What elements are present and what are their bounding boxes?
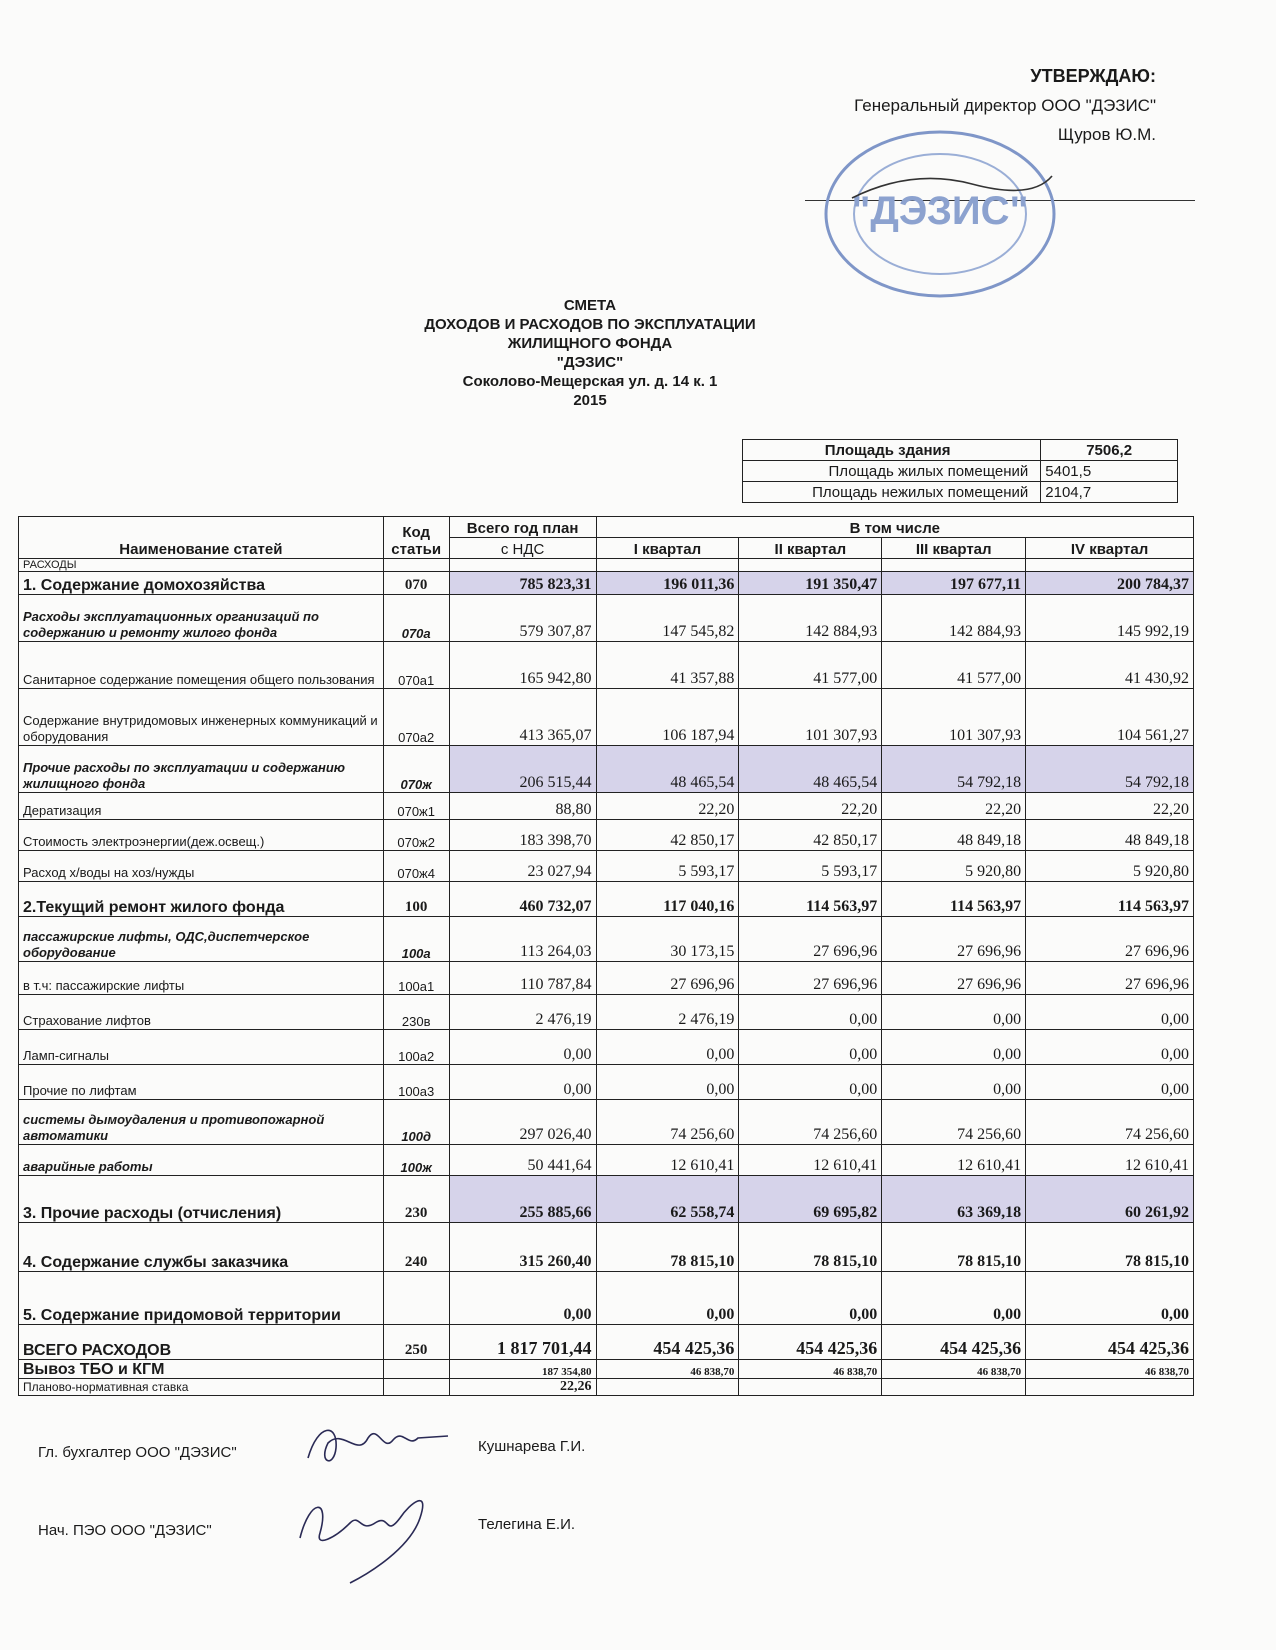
row-q3: 142 884,93 [882, 595, 1026, 642]
row-q2: 142 884,93 [739, 595, 882, 642]
row-q1: 2 476,19 [596, 995, 739, 1030]
row-total: 413 365,07 [449, 689, 596, 746]
table-row [19, 572, 1194, 595]
row-q2: 191 350,47 [739, 572, 882, 595]
header-q1: I квартал [596, 538, 739, 559]
tbo-name: Вывоз ТБО и КГМ [19, 1360, 384, 1379]
row-q2: 5 593,17 [739, 851, 882, 882]
header-q4: IV квартал [1026, 538, 1194, 559]
row-q3: 54 792,18 [882, 746, 1026, 793]
row-name: Страхование лифтов [19, 995, 384, 1030]
approval-heading: УТВЕРЖДАЮ: [1030, 66, 1156, 86]
row-q2: 69 695,82 [739, 1176, 882, 1223]
accountant-title: Гл. бухгалтер ООО "ДЭЗИС" [38, 1444, 237, 1461]
area-value: 5401,5 [1041, 461, 1178, 482]
header-q2: II квартал [739, 538, 882, 559]
row-code: 100д [383, 1100, 449, 1145]
peo-name: Телегина Е.И. [478, 1516, 576, 1533]
row-name: Дератизация [19, 793, 384, 820]
row-code: 100а2 [383, 1030, 449, 1065]
row-q3: 197 677,11 [882, 572, 1026, 595]
row-q4: 41 430,92 [1026, 642, 1194, 689]
row-q4: 0,00 [1026, 1272, 1194, 1325]
row-code: 100а1 [383, 962, 449, 995]
header-total: Всего год план [449, 517, 596, 538]
row-total: 50 441,64 [449, 1145, 596, 1176]
row-q3: 41 577,00 [882, 642, 1026, 689]
table-row [19, 962, 1194, 995]
row-q3: 5 920,80 [882, 851, 1026, 882]
row-q1: 30 173,15 [596, 917, 739, 962]
row-q4: 48 849,18 [1026, 820, 1194, 851]
row-q3: 454 425,36 [882, 1325, 1026, 1360]
row-q2: 101 307,93 [739, 689, 882, 746]
row-total: 0,00 [449, 1030, 596, 1065]
row-name: 3. Прочие расходы (отчисления) [19, 1176, 384, 1223]
tbo-total: 187 354,80 [449, 1360, 596, 1379]
row-q1: 147 545,82 [596, 595, 739, 642]
row-q2: 48 465,54 [739, 746, 882, 793]
company-stamp [822, 128, 1058, 300]
row-q4: 78 815,10 [1026, 1223, 1194, 1272]
row-total: 0,00 [449, 1065, 596, 1100]
stamp-text: "ДЭЗИС" [851, 189, 1029, 233]
section-label-row [19, 559, 1194, 572]
title-line-1: СМЕТА [563, 297, 617, 314]
row-q4: 27 696,96 [1026, 962, 1194, 995]
row-code: 070а2 [383, 689, 449, 746]
row-q3: 74 256,60 [882, 1100, 1026, 1145]
title-line-2: ДОХОДОВ И РАСХОДОВ ПО ЭКСПЛУАТАЦИИ [424, 316, 756, 333]
row-name: пассажирские лифты, ОДС,диспетчерское оборудование [19, 917, 384, 962]
approval-position: Генеральный директор ООО "ДЭЗИС" [854, 96, 1156, 115]
row-q2: 454 425,36 [739, 1325, 882, 1360]
row-q1: 12 610,41 [596, 1145, 739, 1176]
table-row [19, 851, 1194, 882]
row-code: 070ж [383, 746, 449, 793]
row-total: 1 817 701,44 [449, 1325, 596, 1360]
table-row [19, 1176, 1194, 1223]
rate-row [19, 1379, 1194, 1396]
tbo-row [19, 1360, 1194, 1379]
row-q3: 27 696,96 [882, 917, 1026, 962]
area-row [743, 461, 1178, 482]
row-code: 100а [383, 917, 449, 962]
row-code [383, 1272, 449, 1325]
row-q1: 117 040,16 [596, 882, 739, 917]
table-row [19, 642, 1194, 689]
row-code: 250 [383, 1325, 449, 1360]
row-q1: 196 011,36 [596, 572, 739, 595]
peo-title: Нач. ПЭО ООО "ДЭЗИС" [38, 1522, 212, 1539]
table-row [19, 793, 1194, 820]
table-row [19, 995, 1194, 1030]
row-q1: 0,00 [596, 1272, 739, 1325]
accountant-signature [298, 1418, 458, 1478]
row-code: 100 [383, 882, 449, 917]
row-name: аварийные работы [19, 1145, 384, 1176]
area-value: 2104,7 [1041, 482, 1178, 503]
table-row [19, 1325, 1194, 1360]
row-code: 100ж [383, 1145, 449, 1176]
row-q3: 27 696,96 [882, 962, 1026, 995]
row-name: ВСЕГО РАСХОДОВ [19, 1325, 384, 1360]
row-q4: 104 561,27 [1026, 689, 1194, 746]
table-row [19, 1065, 1194, 1100]
area-label: Площадь нежилых помещений [743, 482, 1041, 503]
row-q2: 0,00 [739, 995, 882, 1030]
row-q3: 63 369,18 [882, 1176, 1026, 1223]
row-q2: 27 696,96 [739, 962, 882, 995]
row-q4: 454 425,36 [1026, 1325, 1194, 1360]
row-q4: 54 792,18 [1026, 746, 1194, 793]
row-q4: 114 563,97 [1026, 882, 1194, 917]
row-name: Прочие расходы по эксплуатации и содержанию жилищного фонда [19, 746, 384, 793]
row-q3: 0,00 [882, 1030, 1026, 1065]
title-line-3: ЖИЛИЩНОГО ФОНДА [507, 335, 673, 352]
document-title [300, 296, 880, 410]
title-address: Соколово-Мещерская ул. д. 14 к. 1 [462, 373, 718, 390]
table-row [19, 746, 1194, 793]
rate-value: 22,26 [449, 1379, 596, 1396]
row-total: 255 885,66 [449, 1176, 596, 1223]
title-year: 2015 [573, 392, 607, 409]
row-q2: 22,20 [739, 793, 882, 820]
accountant-name: Кушнарева Г.И. [478, 1438, 586, 1455]
row-q4: 0,00 [1026, 1030, 1194, 1065]
rate-name: Планово-нормативная ставка [19, 1379, 384, 1396]
area-label: Площадь жилых помещений [743, 461, 1041, 482]
row-total: 785 823,31 [449, 572, 596, 595]
area-row [743, 440, 1178, 461]
row-q3: 48 849,18 [882, 820, 1026, 851]
row-total: 297 026,40 [449, 1100, 596, 1145]
table-row [19, 689, 1194, 746]
row-q4: 0,00 [1026, 995, 1194, 1030]
row-name: Расходы эксплуатационных организаций по содержанию и ремонту жилого фонда [19, 595, 384, 642]
row-name: 4. Содержание службы заказчика [19, 1223, 384, 1272]
table-row [19, 820, 1194, 851]
table-row [19, 917, 1194, 962]
row-q4: 22,20 [1026, 793, 1194, 820]
row-code: 100а3 [383, 1065, 449, 1100]
row-total: 2 476,19 [449, 995, 596, 1030]
row-q3: 0,00 [882, 1065, 1026, 1100]
row-q4: 74 256,60 [1026, 1100, 1194, 1145]
tbo-q1: 46 838,70 [596, 1360, 739, 1379]
row-q2: 0,00 [739, 1030, 882, 1065]
row-code: 070ж2 [383, 820, 449, 851]
header-name: Наименование статей [19, 517, 384, 559]
row-q1: 62 558,74 [596, 1176, 739, 1223]
row-code: 230 [383, 1176, 449, 1223]
row-q4: 145 992,19 [1026, 595, 1194, 642]
row-q1: 42 850,17 [596, 820, 739, 851]
peo-signature [280, 1478, 440, 1588]
row-q2: 42 850,17 [739, 820, 882, 851]
tbo-q4: 46 838,70 [1026, 1360, 1194, 1379]
section-label: РАСХОДЫ [19, 559, 384, 572]
row-name: в т.ч: пассажирские лифты [19, 962, 384, 995]
table-row [19, 1145, 1194, 1176]
row-q1: 41 357,88 [596, 642, 739, 689]
row-q3: 12 610,41 [882, 1145, 1026, 1176]
table-row [19, 595, 1194, 642]
row-total: 460 732,07 [449, 882, 596, 917]
row-q2: 12 610,41 [739, 1145, 882, 1176]
header-including: В том числе [596, 517, 1193, 538]
row-q4: 200 784,37 [1026, 572, 1194, 595]
row-name: Стоимость электроэнергии(деж.освещ.) [19, 820, 384, 851]
row-q2: 78 815,10 [739, 1223, 882, 1272]
row-q1: 78 815,10 [596, 1223, 739, 1272]
tbo-q3: 46 838,70 [882, 1360, 1026, 1379]
row-name: Санитарное содержание помещения общего пользования [19, 642, 384, 689]
header-vat: с НДС [449, 538, 596, 559]
row-q1: 48 465,54 [596, 746, 739, 793]
table-row [19, 882, 1194, 917]
row-name: 5. Содержание придомовой территории [19, 1272, 384, 1325]
row-q2: 0,00 [739, 1065, 882, 1100]
header-row-1 [19, 517, 1194, 538]
row-q4: 12 610,41 [1026, 1145, 1194, 1176]
row-code: 070а1 [383, 642, 449, 689]
approval-person: Щуров Ю.М. [1057, 125, 1156, 144]
row-q2: 41 577,00 [739, 642, 882, 689]
row-q1: 106 187,94 [596, 689, 739, 746]
row-q4: 60 261,92 [1026, 1176, 1194, 1223]
row-q4: 0,00 [1026, 1065, 1194, 1100]
table-row [19, 1223, 1194, 1272]
area-label: Площадь здания [743, 440, 1041, 461]
area-value: 7506,2 [1041, 440, 1178, 461]
table-row [19, 1030, 1194, 1065]
row-total: 206 515,44 [449, 746, 596, 793]
row-q1: 27 696,96 [596, 962, 739, 995]
row-name: 2.Текущий ремонт жилого фонда [19, 882, 384, 917]
row-code: 070 [383, 572, 449, 595]
budget-table [18, 516, 1194, 1396]
row-total: 88,80 [449, 793, 596, 820]
row-q3: 0,00 [882, 995, 1026, 1030]
table-row [19, 1272, 1194, 1325]
tbo-q2: 46 838,70 [739, 1360, 882, 1379]
row-q3: 22,20 [882, 793, 1026, 820]
row-total: 315 260,40 [449, 1223, 596, 1272]
row-q4: 5 920,80 [1026, 851, 1194, 882]
row-total: 165 942,80 [449, 642, 596, 689]
area-row [743, 482, 1178, 503]
row-q1: 22,20 [596, 793, 739, 820]
row-code: 070ж1 [383, 793, 449, 820]
row-total: 23 027,94 [449, 851, 596, 882]
row-q3: 101 307,93 [882, 689, 1026, 746]
area-table [742, 439, 1178, 503]
row-q1: 0,00 [596, 1065, 739, 1100]
row-name: Содержание внутридомовых инженерных коммуникаций и оборудования [19, 689, 384, 746]
row-total: 0,00 [449, 1272, 596, 1325]
row-name: 1. Содержание домохозяйства [19, 572, 384, 595]
row-code: 230в [383, 995, 449, 1030]
row-q1: 454 425,36 [596, 1325, 739, 1360]
row-total: 113 264,03 [449, 917, 596, 962]
row-name: Ламп-сигналы [19, 1030, 384, 1065]
row-q3: 114 563,97 [882, 882, 1026, 917]
row-name: Расход х/воды на хоз/нужды [19, 851, 384, 882]
row-q1: 74 256,60 [596, 1100, 739, 1145]
row-q2: 0,00 [739, 1272, 882, 1325]
row-name: системы дымоудаления и противопожарной автоматики [19, 1100, 384, 1145]
row-q2: 74 256,60 [739, 1100, 882, 1145]
title-line-4: "ДЭЗИС" [556, 354, 624, 371]
row-q1: 0,00 [596, 1030, 739, 1065]
row-total: 579 307,87 [449, 595, 596, 642]
row-code: 240 [383, 1223, 449, 1272]
row-code: 070ж4 [383, 851, 449, 882]
row-q3: 78 815,10 [882, 1223, 1026, 1272]
header-q3: III квартал [882, 538, 1026, 559]
row-q3: 0,00 [882, 1272, 1026, 1325]
row-q2: 27 696,96 [739, 917, 882, 962]
header-code: Код статьи [383, 517, 449, 559]
row-q2: 114 563,97 [739, 882, 882, 917]
row-total: 110 787,84 [449, 962, 596, 995]
row-q1: 5 593,17 [596, 851, 739, 882]
row-name: Прочие по лифтам [19, 1065, 384, 1100]
row-code: 070а [383, 595, 449, 642]
row-total: 183 398,70 [449, 820, 596, 851]
table-row [19, 1100, 1194, 1145]
row-q4: 27 696,96 [1026, 917, 1194, 962]
